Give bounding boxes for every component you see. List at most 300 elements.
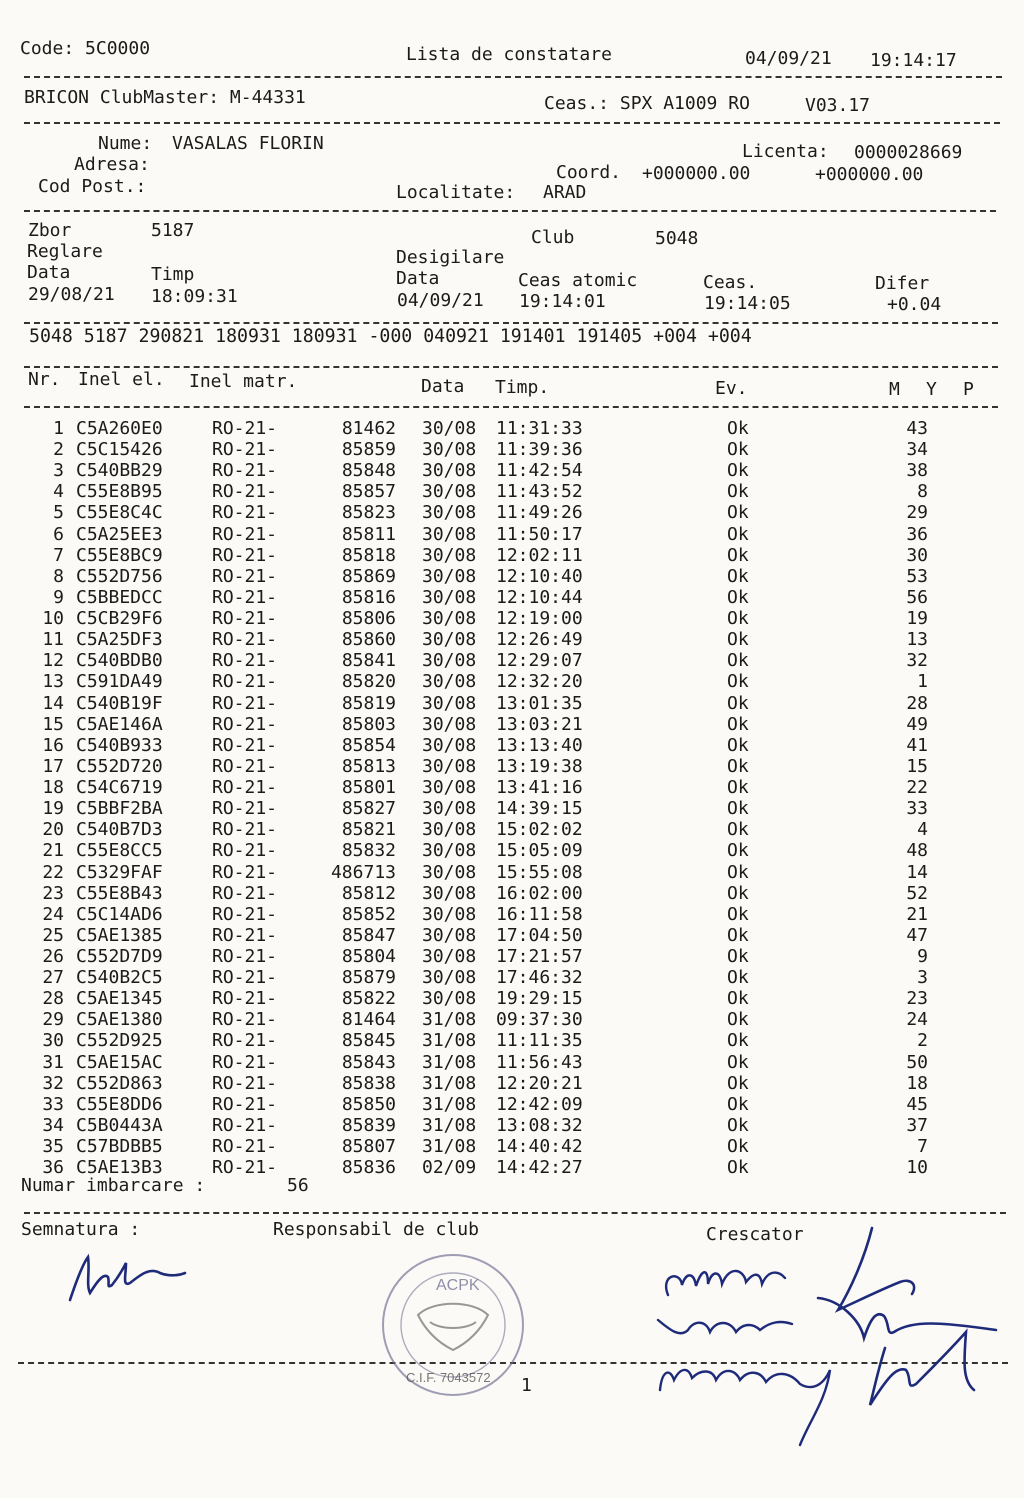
table-row: [0, 629, 1024, 650]
cell-time: 16:11:58: [496, 903, 583, 925]
divider: [24, 366, 998, 368]
cell-ring-number: 81462: [341, 418, 396, 439]
cell-m: 38: [906, 460, 928, 482]
cell-m: 2: [917, 1030, 928, 1052]
table-row: [0, 481, 1024, 502]
cell-time: 12:10:40: [496, 565, 583, 587]
cell-m: 34: [906, 439, 928, 461]
cell-inel-el: C5BBEDCC: [76, 586, 163, 608]
signature-image: [60, 1245, 200, 1315]
cell-nr: 8: [53, 565, 64, 587]
cell-m: 22: [906, 777, 928, 799]
cell-date: 02/09: [422, 1157, 477, 1179]
cell-ev: Ok: [727, 946, 749, 967]
cell-ring-number: 85836: [341, 1157, 396, 1179]
col-header-inel-matr: Inel matr.: [189, 371, 298, 392]
cell-nr: 17: [42, 755, 64, 777]
table-row: [0, 946, 1024, 967]
cell-ring-number: 85812: [341, 882, 396, 904]
cell-date: 30/08: [422, 713, 477, 735]
cell-inel-el: C5AE1345: [76, 988, 163, 1010]
cell-ev: Ok: [727, 903, 749, 925]
cell-nr: 29: [42, 1009, 64, 1031]
cell-nr: 6: [53, 523, 64, 545]
cell-time: 13:03:21: [496, 713, 583, 735]
table-row: [0, 418, 1024, 439]
club-responsible-label: Responsabil de club: [273, 1219, 479, 1240]
divider: [24, 322, 998, 324]
cell-ring-number: 85823: [341, 502, 396, 524]
cell-date: 30/08: [422, 692, 477, 714]
clock-label: Ceas.: [703, 272, 758, 293]
table-row: [0, 566, 1024, 587]
cell-date: 31/08: [422, 1009, 477, 1031]
cell-inel-el: C5AE15AC: [76, 1051, 163, 1073]
cell-time: 15:05:09: [496, 840, 583, 862]
cell-date: 30/08: [422, 755, 477, 777]
cell-ring-prefix: RO-21-: [212, 713, 278, 735]
cell-ring-prefix: RO-21-: [212, 565, 278, 587]
cell-ring-number: 85820: [341, 671, 396, 693]
table-row: [0, 693, 1024, 714]
cell-date: 30/08: [422, 861, 477, 883]
cell-ring-prefix: RO-21-: [212, 882, 278, 904]
table-row: [0, 862, 1024, 883]
cell-m: 29: [906, 502, 928, 524]
club-stamp: [378, 1250, 528, 1405]
table-row: [0, 460, 1024, 481]
cell-date: 31/08: [422, 1072, 477, 1094]
cell-ev: Ok: [727, 1157, 749, 1179]
cell-date: 30/08: [422, 650, 477, 672]
cell-ring-prefix: RO-21-: [212, 650, 278, 672]
cell-ev: Ok: [727, 692, 749, 714]
cell-m: 47: [906, 924, 928, 946]
cell-ring-prefix: RO-21-: [212, 1009, 278, 1031]
cell-m: 23: [906, 988, 928, 1010]
cell-inel-el: C5A260E0: [76, 418, 163, 439]
cell-date: 30/08: [422, 481, 477, 503]
cell-date: 31/08: [422, 1051, 477, 1073]
cell-time: 11:42:54: [496, 460, 583, 482]
cell-time: 11:43:52: [496, 481, 583, 503]
cell-m: 4: [917, 819, 928, 841]
cell-ev: Ok: [727, 1030, 749, 1052]
name-label: Nume:: [98, 133, 153, 154]
cell-inel-el: C540BDB0: [76, 650, 163, 672]
cell-ev: Ok: [727, 734, 749, 756]
cell-date: 30/08: [422, 967, 477, 989]
clock-id: Ceas.: SPX A1009 RO: [544, 93, 750, 114]
cell-ring-number: 85841: [341, 650, 396, 672]
cell-inel-el: C540B7D3: [76, 819, 163, 841]
divider: [24, 1212, 1006, 1214]
table-row: [0, 1136, 1024, 1157]
cell-date: 30/08: [422, 734, 477, 756]
cell-m: 10: [906, 1157, 928, 1179]
svg-text:C.I.F. 7043572: C.I.F. 7043572: [406, 1370, 491, 1385]
cell-time: 13:01:35: [496, 692, 583, 714]
cell-m: 41: [906, 734, 928, 756]
cell-ring-prefix: RO-21-: [212, 798, 278, 820]
cell-ring-prefix: RO-21-: [212, 671, 278, 693]
cell-m: 45: [906, 1093, 928, 1115]
cell-time: 13:08:32: [496, 1114, 583, 1136]
cell-ring-number: 85869: [341, 565, 396, 587]
cell-time: 17:21:57: [496, 946, 583, 967]
cell-nr: 4: [53, 481, 64, 503]
cell-ring-prefix: RO-21-: [212, 460, 278, 482]
cell-inel-el: C5AE146A: [76, 713, 163, 735]
table-row: [0, 967, 1024, 988]
cell-date: 31/08: [422, 1114, 477, 1136]
cell-ring-prefix: RO-21-: [212, 988, 278, 1010]
cell-inel-el: C540B933: [76, 734, 163, 756]
report-time: 19:14:17: [870, 50, 957, 71]
cell-ring-prefix: RO-21-: [212, 1030, 278, 1052]
device-name: BRICON ClubMaster: M-44331: [24, 87, 306, 108]
cell-nr: 36: [42, 1157, 64, 1179]
cell-m: 24: [906, 1009, 928, 1031]
cell-ev: Ok: [727, 523, 749, 545]
cell-date: 30/08: [422, 629, 477, 651]
cell-nr: 13: [42, 671, 64, 693]
cell-inel-el: C54C6719: [76, 777, 163, 799]
cell-date: 30/08: [422, 439, 477, 461]
cell-ev: Ok: [727, 1136, 749, 1158]
cell-inel-el: C552D720: [76, 755, 163, 777]
cell-time: 11:39:36: [496, 439, 583, 461]
cell-ev: Ok: [727, 861, 749, 883]
license-label: Licenta:: [742, 141, 829, 162]
cell-ring-number: 85850: [341, 1093, 396, 1115]
cell-ring-prefix: RO-21-: [212, 692, 278, 714]
cell-date: 30/08: [422, 819, 477, 841]
cell-ring-number: 85819: [341, 692, 396, 714]
cell-nr: 31: [42, 1051, 64, 1073]
cell-date: 30/08: [422, 565, 477, 587]
cell-inel-el: C55E8B43: [76, 882, 163, 904]
cell-ev: Ok: [727, 1114, 749, 1136]
boarding-count-label: Numar imbarcare :: [21, 1175, 206, 1196]
cell-inel-el: C552D7D9: [76, 946, 163, 967]
cell-nr: 25: [42, 924, 64, 946]
cell-m: 19: [906, 608, 928, 630]
cell-ev: Ok: [727, 565, 749, 587]
cell-time: 12:10:44: [496, 586, 583, 608]
svg-text:ACPK: ACPK: [436, 1277, 480, 1294]
code-line: 5048 5187 290821 180931 180931 -000 040921 191401 191405 +004 +004: [29, 326, 752, 347]
cell-ev: Ok: [727, 967, 749, 989]
cell-ev: Ok: [727, 650, 749, 672]
cell-inel-el: C5CB29F6: [76, 608, 163, 630]
atomic-clock-label: Ceas atomic: [518, 270, 638, 291]
divider: [24, 210, 996, 212]
cell-nr: 28: [42, 988, 64, 1010]
cell-m: 32: [906, 650, 928, 672]
reglare-time-label: Timp: [151, 264, 195, 285]
cell-m: 49: [906, 713, 928, 735]
cell-nr: 24: [42, 903, 64, 925]
cell-nr: 14: [42, 692, 64, 714]
club-number: 5048: [655, 228, 699, 249]
table-row: [0, 883, 1024, 904]
col-header-data: Data: [421, 376, 465, 397]
cell-ev: Ok: [727, 418, 749, 439]
cell-ring-prefix: RO-21-: [212, 946, 278, 967]
cell-date: 30/08: [422, 460, 477, 482]
reglare-date-label: Data: [27, 262, 71, 283]
cell-nr: 1: [53, 418, 64, 439]
cell-ring-number: 85857: [341, 481, 396, 503]
cell-m: 7: [917, 1136, 928, 1158]
cell-ev: Ok: [727, 840, 749, 862]
cell-m: 53: [906, 565, 928, 587]
cell-ev: Ok: [727, 777, 749, 799]
cell-m: 28: [906, 692, 928, 714]
cell-ring-number: 85847: [341, 924, 396, 946]
address-label: Adresa:: [74, 154, 150, 175]
cell-time: 19:29:15: [496, 988, 583, 1010]
cell-m: 37: [906, 1114, 928, 1136]
cell-ring-number: 85822: [341, 988, 396, 1010]
cell-m: 8: [917, 481, 928, 503]
cell-ring-prefix: RO-21-: [212, 502, 278, 524]
club-label: Club: [531, 227, 575, 248]
cell-ring-prefix: RO-21-: [212, 1136, 278, 1158]
cell-time: 17:04:50: [496, 924, 583, 946]
cell-time: 11:11:35: [496, 1030, 583, 1052]
cell-nr: 34: [42, 1114, 64, 1136]
cell-time: 09:37:30: [496, 1009, 583, 1031]
coord-label: Coord.: [556, 162, 622, 183]
cell-ring-number: 85832: [341, 840, 396, 862]
cell-date: 31/08: [422, 1136, 477, 1158]
cell-time: 14:42:27: [496, 1157, 583, 1179]
table-row: [0, 608, 1024, 629]
cell-inel-el: C5C14AD6: [76, 903, 163, 925]
cell-ring-prefix: RO-21-: [212, 544, 278, 566]
divider: [24, 76, 1002, 78]
cell-date: 31/08: [422, 1093, 477, 1115]
cell-nr: 30: [42, 1030, 64, 1052]
cell-ev: Ok: [727, 481, 749, 503]
cell-ring-number: 85848: [341, 460, 396, 482]
cell-time: 14:40:42: [496, 1136, 583, 1158]
cell-ring-number: 85859: [341, 439, 396, 461]
cell-ring-number: 85821: [341, 819, 396, 841]
cell-ring-prefix: RO-21-: [212, 840, 278, 862]
cell-nr: 27: [42, 967, 64, 989]
cell-m: 30: [906, 544, 928, 566]
col-header-y: Y: [926, 379, 937, 400]
cell-ev: Ok: [727, 502, 749, 524]
table-row: [0, 1115, 1024, 1136]
cell-date: 30/08: [422, 946, 477, 967]
cell-nr: 23: [42, 882, 64, 904]
cell-ev: Ok: [727, 819, 749, 841]
cell-inel-el: C540B19F: [76, 692, 163, 714]
cell-date: 30/08: [422, 924, 477, 946]
cell-inel-el: C552D863: [76, 1072, 163, 1094]
cell-ring-prefix: RO-21-: [212, 1072, 278, 1094]
cell-inel-el: C540BB29: [76, 460, 163, 482]
cell-ring-number: 85816: [341, 586, 396, 608]
cell-ring-prefix: RO-21-: [212, 608, 278, 630]
cell-time: 12:32:20: [496, 671, 583, 693]
cell-m: 3: [917, 967, 928, 989]
cell-inel-el: C55E8CC5: [76, 840, 163, 862]
cell-ring-prefix: RO-21-: [212, 439, 278, 461]
cell-date: 30/08: [422, 523, 477, 545]
cell-ring-number: 85801: [341, 777, 396, 799]
table-row: [0, 502, 1024, 523]
table-row: [0, 1009, 1024, 1030]
firmware-version: V03.17: [805, 95, 871, 116]
cell-time: 13:41:16: [496, 777, 583, 799]
cell-time: 11:49:26: [496, 502, 583, 524]
cell-nr: 26: [42, 946, 64, 967]
table-row: [0, 587, 1024, 608]
cell-ring-number: 85804: [341, 946, 396, 967]
cell-ring-number: 85811: [341, 523, 396, 545]
table-row: [0, 840, 1024, 861]
table-row: [0, 798, 1024, 819]
owner-name: VASALAS FLORIN: [172, 133, 324, 154]
cell-nr: 21: [42, 840, 64, 862]
cell-date: 30/08: [422, 903, 477, 925]
table-row: [0, 439, 1024, 460]
divider: [24, 122, 1000, 124]
cell-inel-el: C5A25EE3: [76, 523, 163, 545]
cell-ring-prefix: RO-21-: [212, 755, 278, 777]
cell-ring-prefix: RO-21-: [212, 903, 278, 925]
cell-inel-el: C5B0443A: [76, 1114, 163, 1136]
cell-inel-el: C540B2C5: [76, 967, 163, 989]
breeder-label: Crescator: [706, 1224, 804, 1245]
desig-date: 04/09/21: [397, 290, 484, 311]
difference-label: Difer: [875, 273, 930, 294]
cell-time: 12:19:00: [496, 608, 583, 630]
cell-inel-el: C5A25DF3: [76, 629, 163, 651]
cell-ring-number: 486713: [330, 861, 396, 883]
cell-nr: 2: [53, 439, 64, 461]
cell-ring-prefix: RO-21-: [212, 1157, 278, 1179]
cell-date: 30/08: [422, 418, 477, 439]
cell-time: 15:55:08: [496, 861, 583, 883]
col-header-nr: Nr.: [28, 369, 61, 390]
table-row: [0, 1073, 1024, 1094]
table-row: [0, 925, 1024, 946]
cell-nr: 7: [53, 544, 64, 566]
cell-ev: Ok: [727, 755, 749, 777]
cell-nr: 20: [42, 819, 64, 841]
table-row: [0, 777, 1024, 798]
table-row: [0, 988, 1024, 1009]
cell-time: 15:02:02: [496, 819, 583, 841]
cell-ring-number: 85860: [341, 629, 396, 651]
cell-nr: 35: [42, 1136, 64, 1158]
cell-date: 30/08: [422, 586, 477, 608]
col-header-timp: Timp.: [495, 377, 550, 398]
cell-ev: Ok: [727, 629, 749, 651]
cell-date: 30/08: [422, 777, 477, 799]
cell-ring-prefix: RO-21-: [212, 1051, 278, 1073]
reglare-date: 29/08/21: [28, 284, 115, 305]
cell-nr: 18: [42, 777, 64, 799]
cell-ring-prefix: RO-21-: [212, 1093, 278, 1115]
cell-nr: 9: [53, 586, 64, 608]
cell-inel-el: C5329FAF: [76, 861, 163, 883]
postal-code-label: Cod Post.:: [38, 176, 147, 197]
locality: ARAD: [543, 182, 587, 203]
boarding-count: 56: [287, 1175, 309, 1196]
cell-nr: 3: [53, 460, 64, 482]
cell-ev: Ok: [727, 1072, 749, 1094]
cell-date: 30/08: [422, 544, 477, 566]
table-row: [0, 671, 1024, 692]
cell-ring-number: 85806: [341, 608, 396, 630]
cell-ring-number: 85854: [341, 734, 396, 756]
page-title: Lista de constatare: [406, 44, 612, 65]
cell-m: 33: [906, 798, 928, 820]
cell-ev: Ok: [727, 439, 749, 461]
cell-time: 13:19:38: [496, 755, 583, 777]
divider: [24, 406, 998, 408]
cell-date: 30/08: [422, 608, 477, 630]
cell-time: 11:31:33: [496, 418, 583, 439]
cell-ev: Ok: [727, 1009, 749, 1031]
cell-ring-prefix: RO-21-: [212, 481, 278, 503]
cell-m: 52: [906, 882, 928, 904]
cell-ring-number: 81464: [341, 1009, 396, 1031]
cell-ev: Ok: [727, 586, 749, 608]
cell-ev: Ok: [727, 798, 749, 820]
cell-m: 9: [917, 946, 928, 967]
table-row: [0, 1052, 1024, 1073]
table-row: [0, 1094, 1024, 1115]
cell-inel-el: C5BBF2BA: [76, 798, 163, 820]
cell-inel-el: C55E8C4C: [76, 502, 163, 524]
coord-y: +000000.00: [815, 164, 924, 185]
cell-ring-prefix: RO-21-: [212, 967, 278, 989]
cell-inel-el: C591DA49: [76, 671, 163, 693]
cell-ring-number: 85803: [341, 713, 396, 735]
cell-ring-prefix: RO-21-: [212, 819, 278, 841]
cell-nr: 12: [42, 650, 64, 672]
cell-ev: Ok: [727, 460, 749, 482]
table-row: [0, 1030, 1024, 1051]
flight-label: Zbor: [28, 220, 72, 241]
cell-m: 1: [917, 671, 928, 693]
cell-date: 30/08: [422, 882, 477, 904]
cell-time: 12:26:49: [496, 629, 583, 651]
cell-m: 13: [906, 629, 928, 651]
report-date: 04/09/21: [745, 48, 832, 69]
cell-ring-number: 85813: [341, 755, 396, 777]
form-code: Code: 5C0000: [20, 38, 151, 59]
cell-ring-number: 85807: [341, 1136, 396, 1158]
col-header-m: M: [889, 379, 900, 400]
cell-ev: Ok: [727, 608, 749, 630]
cell-nr: 32: [42, 1072, 64, 1094]
cell-time: 12:20:21: [496, 1072, 583, 1094]
cell-time: 11:50:17: [496, 523, 583, 545]
cell-time: 16:02:00: [496, 882, 583, 904]
cell-m: 21: [906, 903, 928, 925]
cell-time: 14:39:15: [496, 798, 583, 820]
table-row: [0, 524, 1024, 545]
